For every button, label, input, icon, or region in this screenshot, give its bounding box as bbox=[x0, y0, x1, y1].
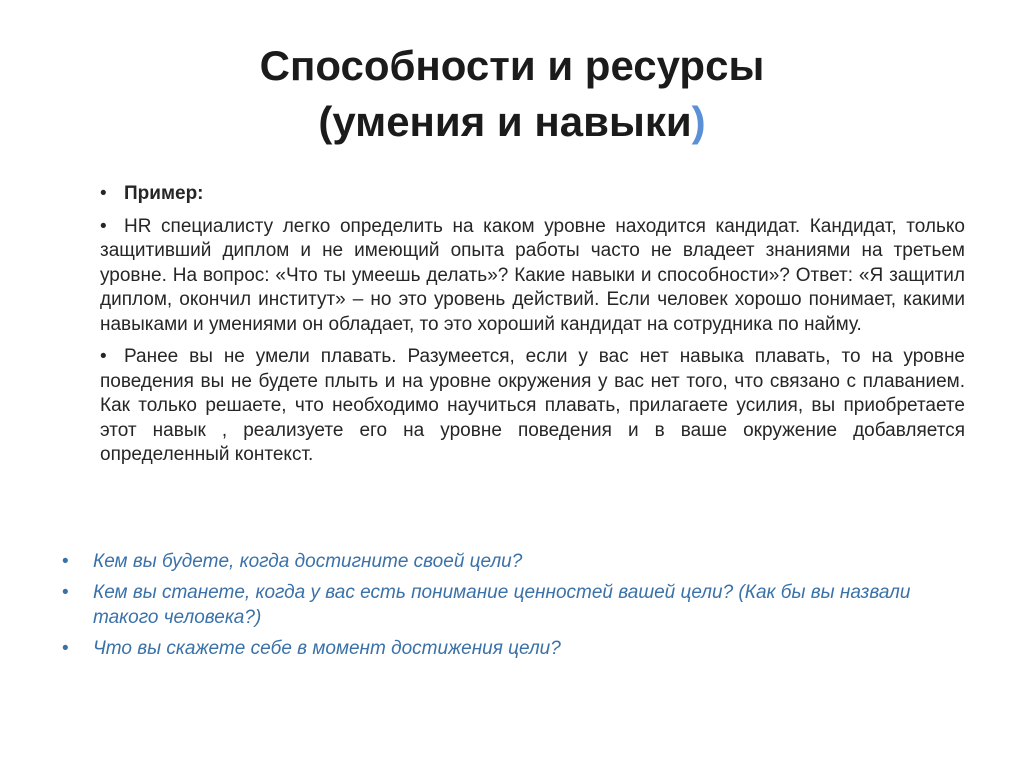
bullet-icon: • bbox=[62, 638, 69, 659]
title-closing-paren: ) bbox=[691, 98, 706, 145]
question-text: Что вы скажете себе в момент достижения цели? bbox=[93, 638, 561, 659]
questions-list bbox=[62, 549, 962, 667]
example-paragraph-2 bbox=[100, 345, 965, 468]
example-paragraph-1-text: HR специалисту легко определить на каком уровне находится кандидат. Кандидат, только защитивший диплом и не имеющий опыта работы часто не владеет знаниями на третьем уровне. На вопрос: «Что ты умеешь делать»? Какие навыки и способности»? Ответ: «Я защитил диплом, окончил институт» – но это уровень действий. Если человек хорошо понимает, какими навыками и умениями он обладает, то это хороший кандидат на сотрудника по найму. bbox=[100, 215, 965, 335]
question-item bbox=[62, 580, 962, 630]
bullet-icon: • bbox=[100, 183, 107, 204]
question-text: Кем вы будете, когда достигните своей цели? bbox=[93, 551, 523, 572]
example-paragraph-1 bbox=[100, 215, 965, 338]
slide-title bbox=[0, 38, 1024, 150]
title-line-2 bbox=[0, 94, 1024, 150]
title-line-2-text: (умения и навыки bbox=[318, 98, 692, 145]
question-text: Кем вы станете, когда у вас есть понимание ценностей вашей цели? (Как бы вы назвали такого человека?) bbox=[93, 582, 911, 628]
example-label: Пример: bbox=[124, 183, 204, 204]
title-line-1: Способности и ресурсы bbox=[259, 42, 765, 89]
example-label-item bbox=[100, 182, 965, 207]
bullet-icon: • bbox=[100, 215, 107, 237]
question-item bbox=[62, 636, 962, 661]
bullet-icon: • bbox=[62, 551, 69, 572]
question-item bbox=[62, 549, 962, 574]
example-paragraph-2-text: Ранее вы не умели плавать. Разумеется, если у вас нет навыка плавать, то на уровне поведения вы не будете плыть и на уровне окружения у вас нет того, что связано с плаванием. Как только решаете, что необходимо научиться плавать, прилагаете усилия, вы приобретаете этот навык , реализуете его на уровне поведения и в ваше окружение добавляется определенный контекст. bbox=[100, 346, 965, 465]
example-block bbox=[100, 182, 965, 476]
bullet-icon: • bbox=[62, 582, 69, 603]
bullet-icon: • bbox=[100, 346, 107, 367]
